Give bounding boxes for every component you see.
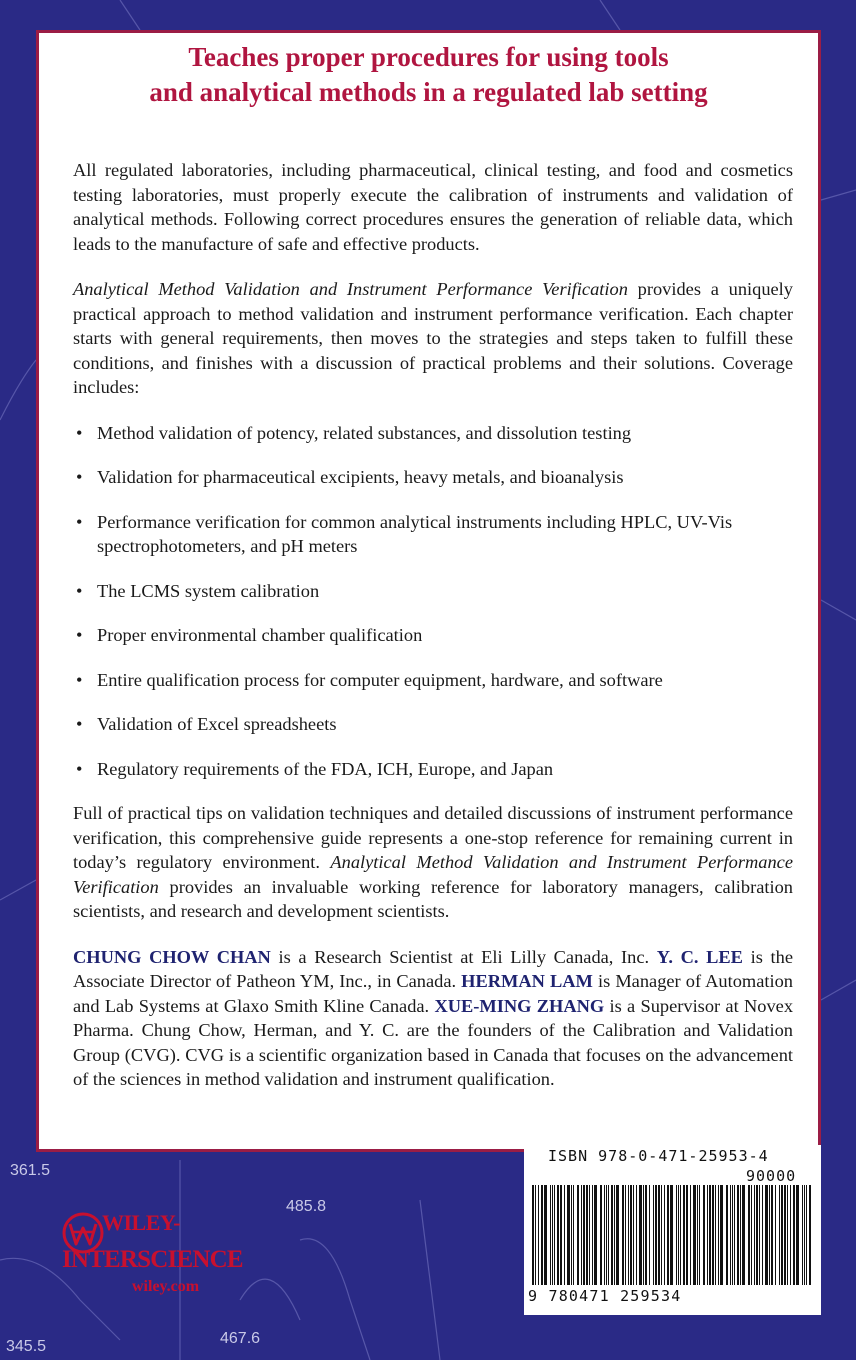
- summary-text-2: provides an invaluable working reference for laboratory managers, calibration scientists, and research and development scientists.: [73, 876, 793, 921]
- author-name: Y. C. LEE: [656, 946, 743, 967]
- author-name: CHUNG CHOW CHAN: [73, 946, 271, 967]
- list-item: [73, 465, 793, 490]
- barcode-bar: [693, 1185, 696, 1285]
- bullet-icon: •: [76, 758, 83, 779]
- barcode-bar: [661, 1185, 662, 1285]
- barcode-bar: [645, 1185, 647, 1285]
- barcode-bar: [622, 1185, 624, 1285]
- barcode-bar: [664, 1185, 665, 1285]
- barcode-box: [524, 1145, 821, 1315]
- barcode-bar: [742, 1185, 745, 1285]
- barcode-bar: [658, 1185, 660, 1285]
- barcode-bar: [616, 1185, 619, 1285]
- barcode-bar: [784, 1185, 786, 1285]
- barcode-bar: [769, 1185, 770, 1285]
- bullet-icon: •: [76, 714, 83, 734]
- barcode-bar: [804, 1185, 805, 1285]
- book-title: Analytical Method Validation and Instrument Performance Verification: [73, 279, 628, 299]
- barcode-bar: [592, 1185, 593, 1285]
- headline-line-1: Teaches proper procedures for using tools: [188, 42, 669, 72]
- barcode-bar: [544, 1185, 547, 1285]
- barcode-bar: [754, 1185, 755, 1285]
- list-item: [73, 712, 793, 737]
- intro-paragraph: All regulated laboratories, including pharmaceutical, clinical testing, and food and cosmetics testing laboratories, must properly execute the calibration of instruments and validation of analytical methods. Following correct procedures ensures the generation of reliable data, which leads to the manufacture of safe and effective products.: [73, 160, 793, 254]
- barcode-bar: [628, 1185, 629, 1285]
- bullet-icon: •: [76, 422, 83, 443]
- barcode-bar: [655, 1185, 657, 1285]
- barcode-bar: [557, 1185, 559, 1285]
- barcode-bar: [532, 1185, 534, 1285]
- isbn-number: ISBN 978-0-471-25953-4: [548, 1147, 769, 1165]
- barcode-bar: [709, 1185, 711, 1285]
- logo-wiley-text: WILEY-: [102, 1210, 181, 1235]
- barcode-bar: [740, 1185, 741, 1285]
- barcode-bar: [790, 1185, 791, 1285]
- barcode-bar: [683, 1185, 685, 1285]
- barcode-bar: [586, 1185, 588, 1285]
- barcode-bar: [667, 1185, 669, 1285]
- barcode-bar: [796, 1185, 799, 1285]
- author-bio: is a Research Scientist at Eli Lilly Canada, Inc.: [270, 946, 657, 967]
- barcode-bar: [636, 1185, 637, 1285]
- barcode-bar: [535, 1185, 536, 1285]
- book-title: Analytical Method Validation and Instrument Performance Verification: [73, 852, 793, 897]
- barcode-bar: [806, 1185, 807, 1285]
- barcode-bar: [633, 1185, 634, 1285]
- barcode-bar: [751, 1185, 752, 1285]
- barcode-bar: [594, 1185, 597, 1285]
- author-bio: is a Supervisor at Novex Pharma. Chung Chow, Herman, and Y. C. are the founders of the Calibration and Validation Group (CVG). CVG is a scientific organization based in Canada that focuses on the advancement of the sciences in method validation and instrument qualification.: [73, 995, 794, 1089]
- barcode-bar: [653, 1185, 654, 1285]
- author-bio: is the Associate Director of Patheon YM, Inc., in Canada.: [73, 946, 793, 991]
- barcode-bar: [718, 1185, 719, 1285]
- barcode-bar: [541, 1185, 543, 1285]
- bullet-icon: •: [76, 669, 83, 690]
- background-number: 361.5: [10, 1162, 51, 1179]
- background-number: 467.6: [220, 1330, 261, 1347]
- background-number: 485.8: [286, 1198, 327, 1215]
- barcode-bar: [678, 1185, 679, 1285]
- list-item-text: Entire qualification process for computer equipment, hardware, and software: [97, 669, 663, 690]
- barcode-bar: [720, 1185, 723, 1285]
- barcode-bar: [756, 1185, 758, 1285]
- headline-line-2: and analytical methods in a regulated lab setting: [149, 77, 708, 107]
- barcode-bar: [538, 1185, 539, 1285]
- barcode-bar: [686, 1185, 688, 1285]
- barcode-bar: [732, 1185, 733, 1285]
- barcode-bar: [759, 1185, 760, 1285]
- author-name: HERMAN LAM: [461, 971, 593, 991]
- list-item-text: Method validation of potency, related substances, and dissolution testing: [97, 422, 632, 443]
- barcode-bar: [583, 1185, 585, 1285]
- barcode-bar: [734, 1185, 735, 1285]
- barcode-bar: [737, 1185, 739, 1285]
- barcode-bar: [676, 1185, 677, 1285]
- list-item: [73, 757, 793, 782]
- barcode-bar: [573, 1185, 574, 1285]
- barcode-bar: [649, 1185, 650, 1285]
- list-item: [73, 623, 793, 648]
- barcode-bar: [802, 1185, 803, 1285]
- barcode-bar: [715, 1185, 716, 1285]
- barcode: [524, 1185, 821, 1287]
- list-item: [73, 421, 793, 446]
- summary-text-1: Full of practical tips on validation techniques and detailed discussions of instrument performance verification, this comprehensive guide represents a one-stop reference for remaining current in today’s regulatory environment.: [73, 803, 793, 872]
- barcode-bar: [781, 1185, 783, 1285]
- barcode-bar: [707, 1185, 708, 1285]
- barcode-bar: [730, 1185, 731, 1285]
- list-item-text: Proper environmental chamber qualification: [97, 625, 423, 645]
- list-item-text: Validation for pharmaceutical excipients, heavy metals, and bioanalysis: [97, 467, 624, 487]
- barcode-bar: [552, 1185, 553, 1285]
- barcode-bar: [606, 1185, 607, 1285]
- barcode-bar: [581, 1185, 582, 1285]
- publisher-logo: [60, 1210, 320, 1310]
- barcode-bar: [639, 1185, 642, 1285]
- barcode-bar: [604, 1185, 605, 1285]
- bullet-icon: •: [76, 580, 83, 601]
- barcode-bar: [670, 1185, 673, 1285]
- background-number: 345.5: [6, 1338, 47, 1355]
- body-content: [73, 158, 793, 1113]
- authors-paragraph: [73, 945, 793, 1092]
- barcode-digits: 9 780471 259534: [528, 1287, 682, 1305]
- barcode-bar: [589, 1185, 590, 1285]
- barcode-bar: [793, 1185, 795, 1285]
- barcode-bar: [703, 1185, 705, 1285]
- barcode-bar: [771, 1185, 773, 1285]
- coverage-list: [73, 421, 793, 782]
- barcode-bar: [699, 1185, 700, 1285]
- barcode-bar: [625, 1185, 626, 1285]
- barcode-bar: [697, 1185, 698, 1285]
- barcode-bar: [630, 1185, 632, 1285]
- barcode-bar: [571, 1185, 572, 1285]
- price-code: 90000: [746, 1167, 797, 1185]
- summary-paragraph: [73, 801, 793, 924]
- list-item-text: The LCMS system calibration: [97, 580, 320, 601]
- barcode-bar: [643, 1185, 644, 1285]
- publisher-url: wiley.com: [132, 1278, 200, 1295]
- barcode-bar: [567, 1185, 570, 1285]
- barcode-bar: [690, 1185, 691, 1285]
- barcode-bar: [611, 1185, 613, 1285]
- barcode-bar: [765, 1185, 768, 1285]
- barcode-bar: [600, 1185, 602, 1285]
- barcode-bar: [608, 1185, 609, 1285]
- barcode-bar: [748, 1185, 750, 1285]
- barcode-bar: [809, 1185, 811, 1285]
- barcode-bar: [680, 1185, 681, 1285]
- bullet-icon: •: [76, 467, 83, 487]
- list-item: [73, 668, 793, 693]
- barcode-bar: [712, 1185, 714, 1285]
- barcode-bar: [779, 1185, 780, 1285]
- barcode-bar: [564, 1185, 565, 1285]
- list-item-text: Performance verification for common analytical instruments including HPLC, UV-Vis spectrophotometers, and pH meters: [97, 511, 733, 556]
- list-item: [73, 579, 793, 604]
- barcode-bar: [775, 1185, 776, 1285]
- barcode-bar: [726, 1185, 728, 1285]
- barcode-bar: [577, 1185, 579, 1285]
- barcode-bar: [554, 1185, 555, 1285]
- headline: [36, 40, 821, 110]
- barcode-bar: [560, 1185, 562, 1285]
- list-item: [73, 510, 793, 559]
- barcode-bar: [762, 1185, 763, 1285]
- bullet-icon: •: [76, 511, 83, 532]
- author-name: XUE-MING ZHANG: [434, 995, 605, 1016]
- barcode-bar: [787, 1185, 788, 1285]
- overview-paragraph: [73, 277, 793, 400]
- overview-text: provides a uniquely practical approach to method validation and instrument performance verification. Each chapter starts with general requirements, then moves to the strategies and steps taken to fulfill these conditions, and finishes with a discussion of practical problems and their solutions. Coverage includes:: [73, 279, 793, 397]
- barcode-bar: [550, 1185, 551, 1285]
- list-item-text: Regulatory requirements of the FDA, ICH, Europe, and Japan: [97, 758, 554, 779]
- list-item-text: Validation of Excel spreadsheets: [97, 714, 337, 734]
- barcode-bar: [614, 1185, 615, 1285]
- bullet-icon: •: [76, 625, 83, 645]
- author-bio: is Manager of Automation and Lab Systems at Glaxo Smith Kline Canada.: [73, 971, 793, 1016]
- logo-interscience-text: INTERSCIENCE: [62, 1246, 243, 1273]
